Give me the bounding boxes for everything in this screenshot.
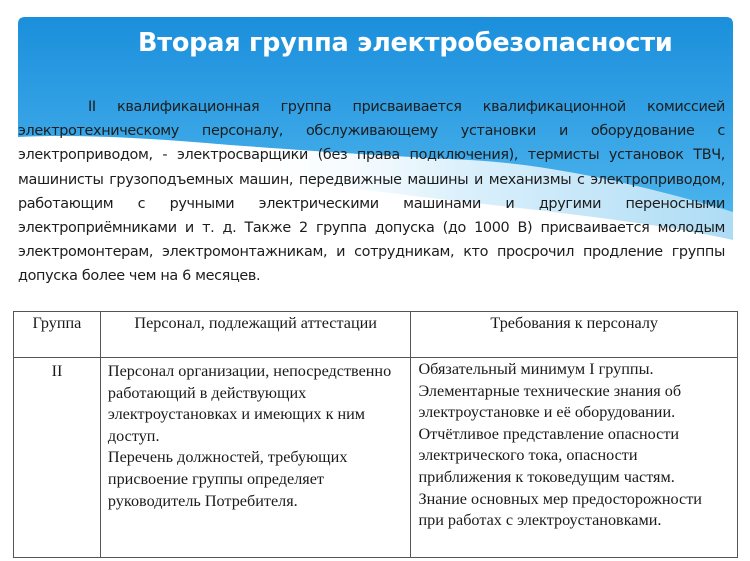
header-requirements: Требования к персоналу bbox=[411, 312, 738, 358]
requirement-1: Обязательный минимум I группы. bbox=[418, 360, 654, 378]
table-header-row bbox=[14, 312, 738, 358]
qualification-table bbox=[13, 311, 738, 558]
header-group: Группа bbox=[14, 312, 101, 358]
slide-title: Вторая группа электробезопасности bbox=[138, 28, 673, 58]
header-personnel: Персонал, подлежащий аттестации bbox=[100, 312, 411, 358]
requirement-3: Отчётливое представление опасности электрического тока, опасности приближения к токоведущим частям. bbox=[418, 424, 680, 486]
personnel-text-2: Перечень должностей, требующих присвоение группы определяет руководитель Потребителя. bbox=[107, 448, 348, 510]
intro-text: II квалификационная группа присваивается квалификационной комиссией электротехническому персоналу, обслуживающему установки и оборудование с электроприводом, - электросварщики (без права подключения), термисты установок ТВЧ, машинисты грузоподъемных машин, передвижные машины и механизмы с электроприводом, работающим с ручными электрическими машинами и другими переносными электроприёмниками и т. д. Также 2 группа допуска (до 1000 В) присваивается молодым электромонтерам, электромонтажникам, и сотрудникам, кто просрочил продление группы допуска более чем на 6 месяцев. bbox=[18, 99, 725, 285]
requirement-2: Элементарные технические знания об электроустановке и её оборудовании. bbox=[418, 381, 682, 422]
requirement-4: Знание основных мер предосторожности при работах с электроустановками. bbox=[418, 489, 702, 530]
cell-group: II bbox=[14, 358, 101, 558]
personnel-text-1: Персонал организации, непосредственно работающий в действующих электроустановках и имеющих к ним доступ. bbox=[107, 362, 392, 445]
table-row bbox=[14, 358, 738, 558]
cell-requirements bbox=[411, 358, 738, 558]
intro-paragraph bbox=[18, 95, 725, 289]
cell-personnel bbox=[100, 358, 411, 558]
